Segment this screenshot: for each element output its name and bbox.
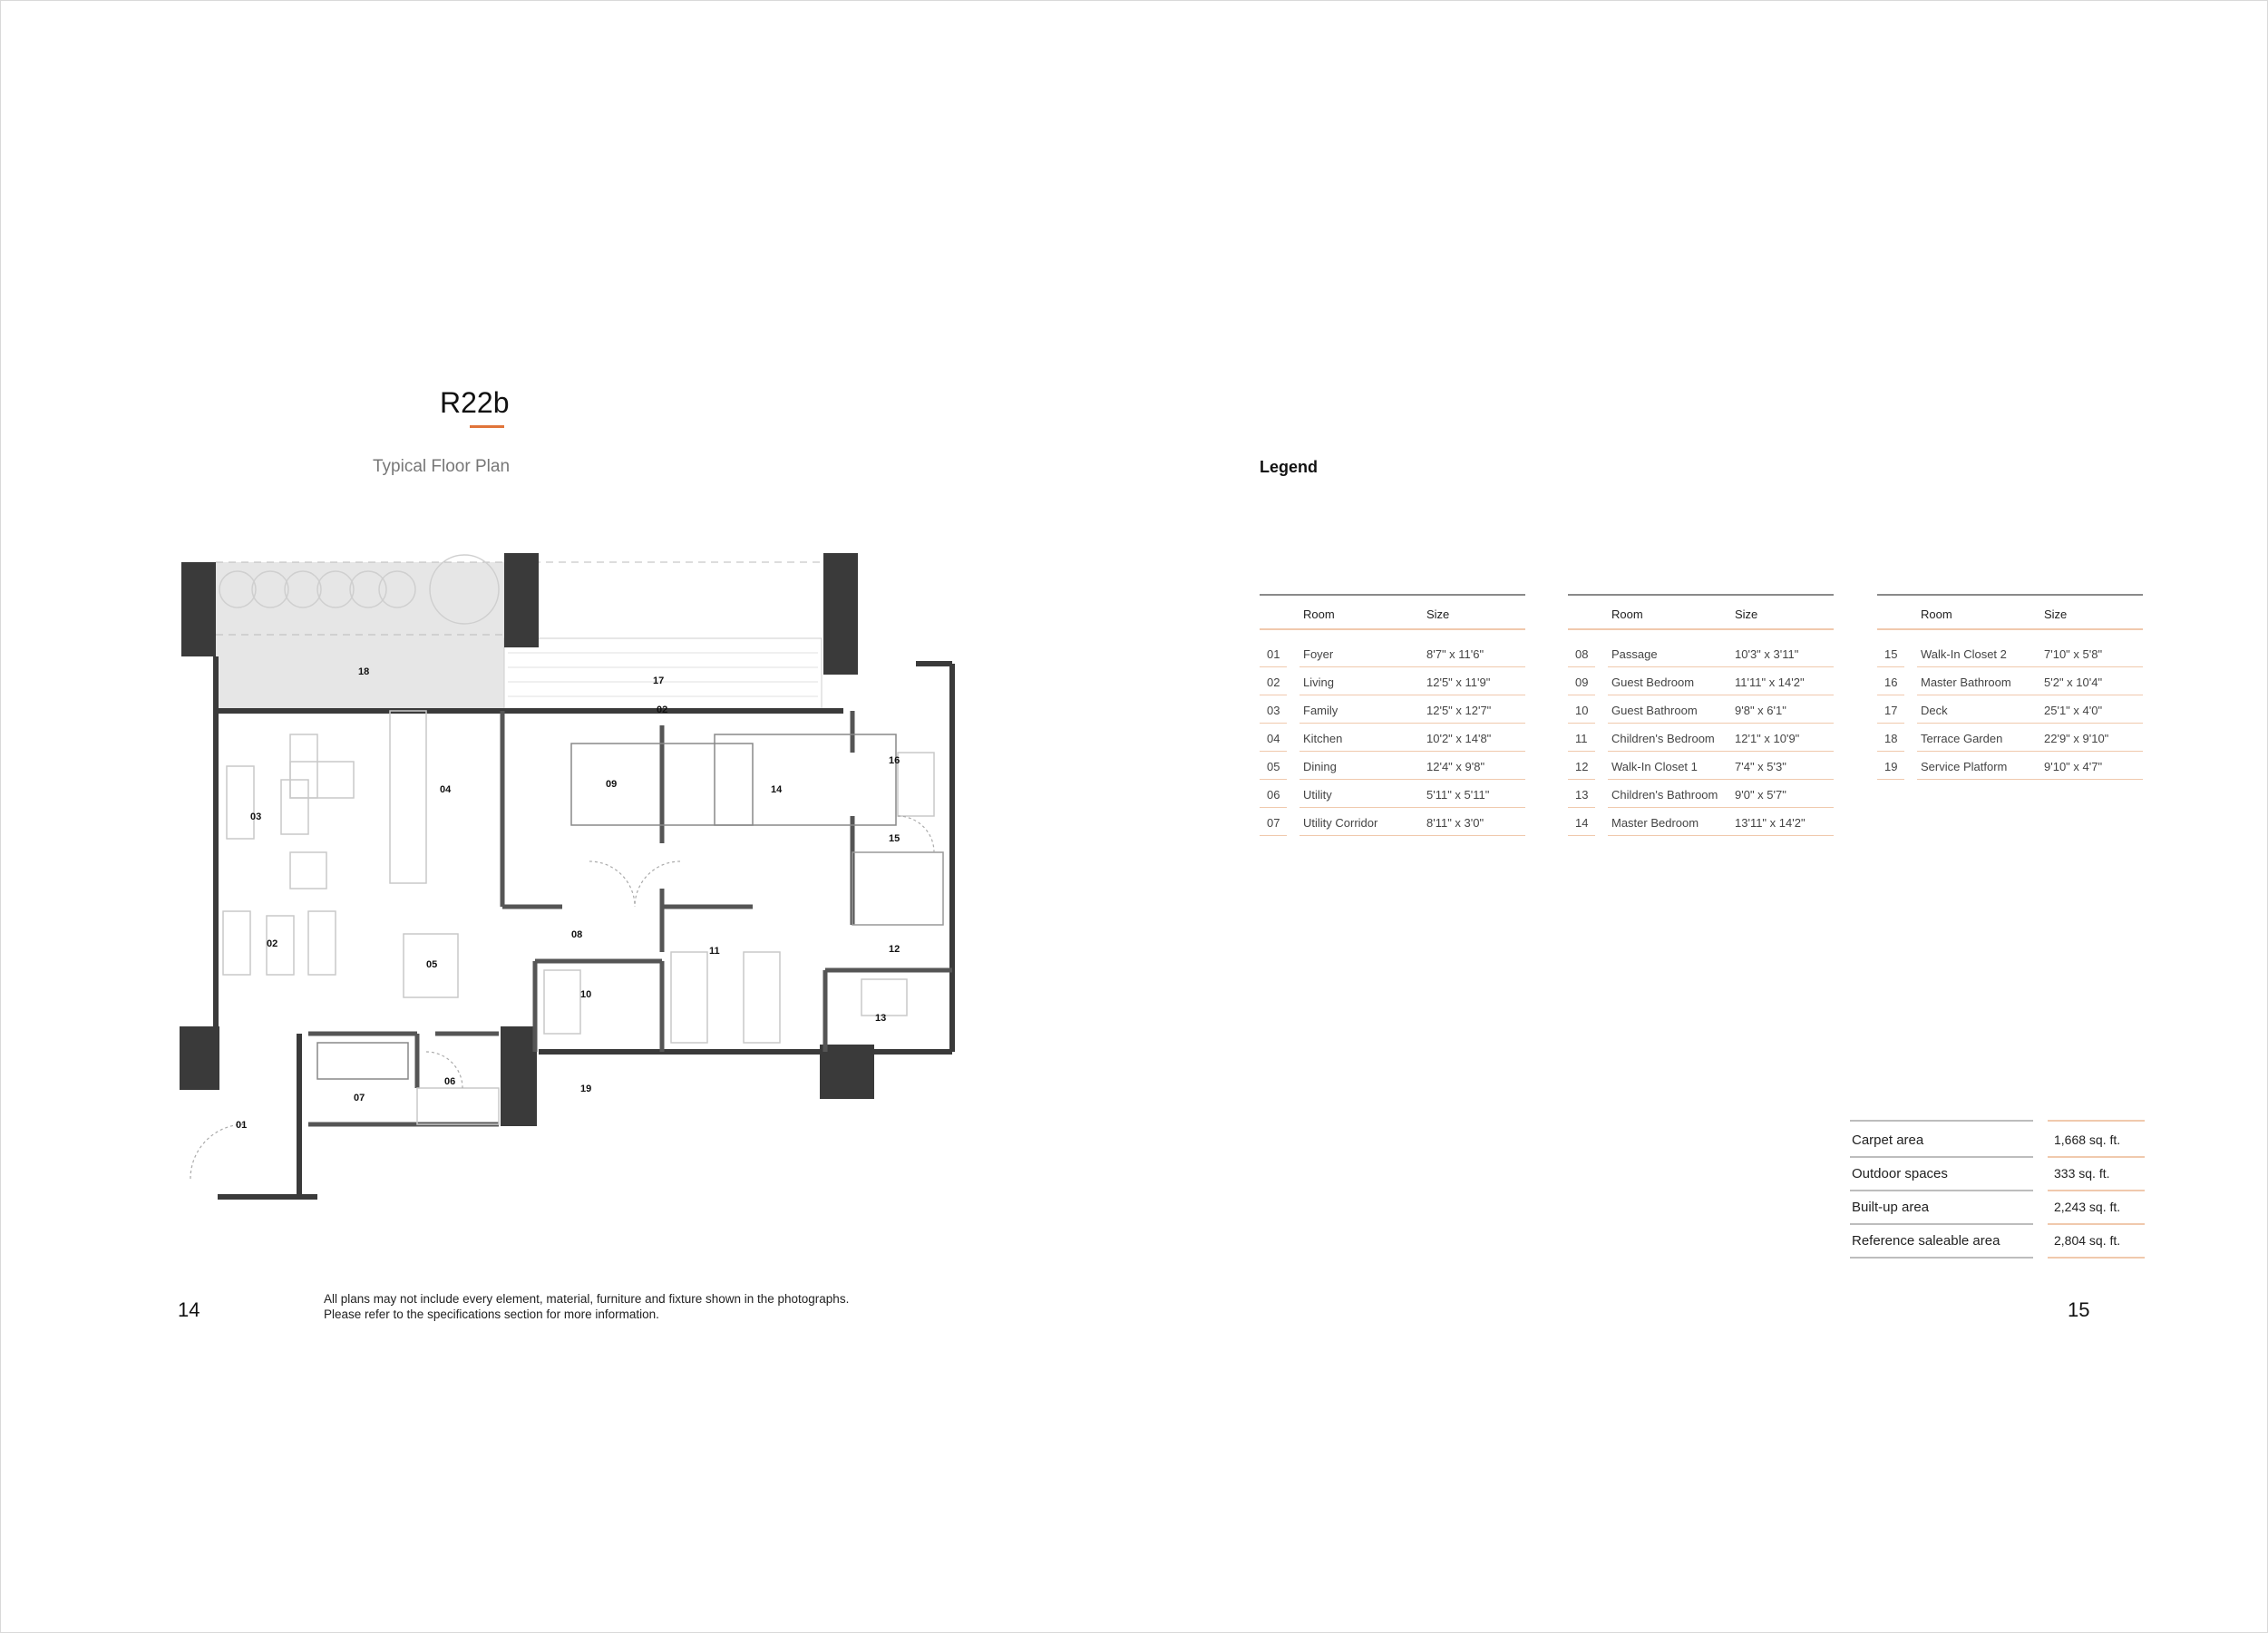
plan-label-08: 08 [571,929,583,940]
room-size: 9'10" x 4'7" [2044,760,2103,773]
plan-label-13: 13 [875,1013,887,1024]
row-rule [1917,779,2143,780]
area-label: Outdoor spaces [1852,1166,1948,1181]
area-value: 1,668 sq. ft. [2054,1132,2121,1147]
plan-label-16: 16 [889,755,900,766]
area-top-rule [1850,1120,2033,1122]
room-name: Utility Corridor [1303,816,1378,830]
room-row [1877,752,2143,780]
plan-label-02: 02 [267,938,278,949]
room-number: 16 [1884,676,1898,689]
header-rule [1568,628,1834,630]
plan-label-04: 04 [440,784,452,795]
column-header-size: Size [1735,608,1758,621]
disclaimer-line-2: Please refer to the specifications section for more information. [324,1307,659,1321]
row-rule [1608,835,1834,836]
room-row [1877,667,2143,695]
page-number-right: 15 [2068,1298,2090,1321]
room-row [1568,808,1834,836]
plan-label-12: 12 [889,944,900,955]
row-rule [1877,779,1904,780]
room-size: 10'2" x 14'8" [1426,732,1492,745]
header-rule [1877,628,2143,630]
room-name: Utility [1303,788,1332,802]
room-number: 13 [1575,788,1589,802]
room-number-labels [236,666,900,1131]
room-table-header [1877,594,2143,630]
area-label: Reference saleable area [1852,1233,2000,1249]
legend-heading: Legend [1260,458,1319,476]
row-rule [1568,835,1595,836]
column-header-room: Room [1921,608,1952,621]
room-number: 04 [1267,732,1280,745]
room-number: 01 [1267,647,1280,661]
room-size: 12'5" x 12'7" [1426,704,1492,717]
disclaimer [324,1291,1013,1322]
room-number: 02 [1267,676,1280,689]
header-rule [1260,628,1525,630]
plan-label-09: 09 [606,779,618,790]
room-name: Living [1303,676,1334,689]
room-number: 05 [1267,760,1280,773]
room-number: 17 [1884,704,1898,717]
room-name: Guest Bedroom [1611,676,1695,689]
area-value: 2,243 sq. ft. [2054,1200,2121,1214]
area-row [1850,1123,2145,1157]
area-label: Carpet area [1852,1132,1924,1148]
room-row [1260,667,1525,695]
room-size: 5'2" x 10'4" [2044,676,2103,689]
plan-label-10: 10 [580,989,592,1000]
room-row [1260,808,1525,836]
deck-area [504,638,822,711]
room-row [1568,639,1834,667]
floor-plan-drawing [172,544,970,1215]
room-size: 7'4" x 5'3" [1735,760,1786,773]
room-row [1260,780,1525,808]
plan-label-06: 06 [444,1076,456,1087]
room-name: Service Platform [1921,760,2008,773]
room-size: 22'9" x 9'10" [2044,732,2109,745]
plan-label-15: 15 [889,833,900,844]
room-number: 11 [1575,732,1588,745]
plan-label-17: 17 [653,676,665,686]
room-name: Master Bathroom [1921,676,2011,689]
room-name: Foyer [1303,647,1334,661]
plan-label-19: 19 [580,1084,592,1094]
plan-label-11: 11 [709,946,720,957]
column-header-room: Room [1611,608,1643,621]
room-size: 12'5" x 11'9" [1426,676,1491,689]
room-name: Deck [1921,704,1948,717]
area-rule-accent [2048,1257,2145,1259]
room-size: 12'4" x 9'8" [1426,760,1485,773]
area-row [1850,1191,2145,1224]
terrace-garden-area [216,562,504,711]
room-row [1568,667,1834,695]
plan-title: R22b [440,386,510,419]
plan-label-05: 05 [426,959,438,970]
room-row [1877,724,2143,752]
area-value: 2,804 sq. ft. [2054,1233,2121,1248]
room-size: 8'11" x 3'0" [1426,816,1484,830]
room-name: Master Bedroom [1611,816,1699,830]
room-size: 7'10" x 5'8" [2044,647,2103,661]
column-header-size: Size [1426,608,1450,621]
room-name: Children's Bedroom [1611,732,1715,745]
plan-label-07: 07 [354,1093,365,1103]
room-row [1260,639,1525,667]
room-row [1260,695,1525,724]
room-number: 08 [1575,647,1589,661]
area-row [1850,1224,2145,1258]
room-number: 07 [1267,816,1280,830]
plan-label-14: 14 [771,784,783,795]
room-number: 10 [1575,704,1589,717]
area-label: Built-up area [1852,1200,1930,1215]
room-number: 09 [1575,676,1589,689]
room-size: 9'8" x 6'1" [1735,704,1786,717]
room-name: Kitchen [1303,732,1343,745]
room-size: 11'11" x 14'2" [1735,676,1805,689]
room-number: 18 [1884,732,1898,745]
row-rule [1299,835,1525,836]
room-row [1568,752,1834,780]
room-table-header [1568,594,1834,630]
room-number: 06 [1267,788,1280,802]
room-size: 9'0" x 5'7" [1735,788,1786,802]
room-number: 19 [1884,760,1898,773]
room-size: 8'7" x 11'6" [1426,647,1484,661]
room-row [1568,780,1834,808]
area-rule [1850,1257,2033,1259]
plan-subtitle: Typical Floor Plan [373,457,511,476]
area-value: 333 sq. ft. [2054,1166,2110,1181]
room-number: 03 [1267,704,1280,717]
disclaimer-line-1: All plans may not include every element, material, furniture and fixture shown in the photographs. [324,1292,850,1306]
room-number: 14 [1575,816,1589,830]
room-name: Family [1303,704,1338,717]
column-header-size: Size [2044,608,2068,621]
room-row [1568,724,1834,752]
room-name: Terrace Garden [1921,732,2003,745]
room-size: 13'11" x 14'2" [1735,816,1806,830]
room-number: 15 [1884,647,1898,661]
room-name: Children's Bathroom [1611,788,1718,802]
room-name: Dining [1303,760,1337,773]
page-number-left: 14 [178,1298,200,1321]
plan-label-18: 18 [358,666,370,677]
area-row [1850,1157,2145,1191]
room-name: Guest Bathroom [1611,704,1698,717]
room-row [1877,639,2143,667]
room-row [1877,695,2143,724]
room-row [1260,724,1525,752]
room-row [1568,695,1834,724]
room-name: Passage [1611,647,1658,661]
room-size: 10'3" x 3'11" [1735,647,1799,661]
room-size: 5'11" x 5'11" [1426,788,1490,802]
row-rule [1260,835,1287,836]
room-number: 12 [1575,760,1589,773]
room-table-header [1260,594,1525,630]
plan-label-03: 03 [250,812,262,822]
room-size: 12'1" x 10'9" [1735,732,1800,745]
room-size: 25'1" x 4'0" [2044,704,2103,717]
column-header-room: Room [1303,608,1335,621]
plan-label-02b: 02 [657,705,668,715]
room-row [1260,752,1525,780]
room-name: Walk-In Closet 1 [1611,760,1698,773]
title-accent-rule [470,425,504,428]
plan-label-01: 01 [236,1120,248,1131]
area-top-rule-accent [2048,1120,2145,1122]
room-name: Walk-In Closet 2 [1921,647,2007,661]
